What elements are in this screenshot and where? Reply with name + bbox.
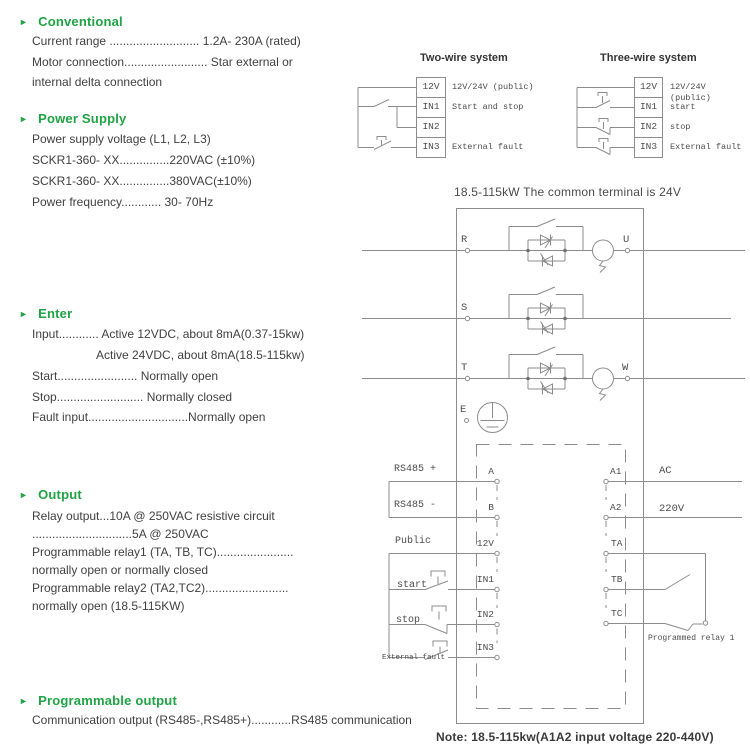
- spec-line: Power frequency............ 30- 70Hz: [32, 195, 214, 209]
- terminal-label: IN3: [476, 642, 494, 653]
- spec-line: Fault input..............................Normally open: [32, 410, 266, 424]
- terminal-w: [625, 376, 629, 380]
- terminal-label: IN2: [476, 609, 494, 620]
- tc-relay-contact: [608, 624, 703, 631]
- spec-line: normally open (18.5-115KW): [32, 599, 185, 613]
- footnote: Note: 18.5-115kw(A1A2 input voltage 220-440V): [436, 730, 714, 744]
- relay-common-node: [703, 621, 707, 625]
- start-stop-switch: [358, 100, 417, 107]
- spec-line: Current range ........................... 1.2A- 230A (rated): [32, 34, 301, 48]
- section-title: Enter: [38, 306, 73, 321]
- wire-function-label: start: [670, 102, 696, 112]
- terminal-in1: [495, 587, 499, 591]
- two-wire-title: Two-wire system: [420, 52, 508, 64]
- terminal-label: IN2: [422, 121, 440, 132]
- thyristor-icon: [541, 322, 553, 335]
- thyristor-icon: [541, 235, 553, 249]
- phase-r-label: R: [461, 234, 468, 246]
- bullet-arrow-icon: ►: [19, 309, 29, 319]
- wire-function-label: 12V/24V (public): [452, 82, 534, 92]
- thyristor-icon: [541, 303, 553, 317]
- wire-function-label: External fault: [670, 142, 742, 152]
- section-title: Conventional: [38, 14, 123, 29]
- spec-line: ..............................5A @ 250VAC: [32, 527, 209, 541]
- out-w-label: W: [622, 362, 629, 374]
- terminal-label: IN3: [639, 141, 658, 152]
- control-board-outline: [477, 445, 626, 709]
- terminal-u: [625, 248, 629, 252]
- terminal-label: IN1: [422, 101, 440, 112]
- terminal-12v: [495, 551, 499, 555]
- terminal-ta: [604, 551, 608, 555]
- spec-line: Active 24VDC, about 8mA(18.5-115kw): [96, 348, 305, 362]
- spec-line: normally open or normally closed: [32, 563, 209, 577]
- spec-line: Input............ Active 12VDC, about 8mA(0.37-15kw): [32, 327, 305, 341]
- stop-button: [577, 119, 635, 135]
- phase-row-r: [362, 219, 745, 273]
- ct-lead: [600, 261, 606, 273]
- terminal-label: A1: [610, 466, 622, 477]
- terminal-label: TA: [611, 538, 623, 549]
- terminal-label: IN2: [639, 121, 658, 132]
- section-header-enter: [19, 306, 72, 321]
- spec-line: SCKR1-360- XX...............380VAC(±10%): [32, 174, 252, 188]
- terminal-tc: [604, 621, 608, 625]
- rs485-minus-label: RS485 -: [394, 500, 437, 511]
- bullet-arrow-icon: ►: [19, 490, 29, 500]
- terminal-b: [495, 515, 499, 519]
- out-u-label: U: [623, 234, 630, 246]
- common-bus-wire: [358, 88, 417, 148]
- spec-line: Motor connection......................... Star external or: [32, 55, 293, 69]
- terminal-label: B: [488, 502, 494, 513]
- terminal-s: [465, 316, 469, 320]
- bullet-arrow-icon: ►: [19, 114, 29, 124]
- spec-line: Start........................ Normally open: [32, 369, 219, 383]
- terminal-label: A: [488, 466, 494, 477]
- terminal-label: TB: [611, 574, 623, 585]
- terminal-label: IN1: [639, 101, 658, 112]
- thyristor-icon: [541, 363, 553, 377]
- terminal-a1: [604, 479, 608, 483]
- terminal-r: [465, 248, 469, 252]
- fault-button: [577, 139, 635, 155]
- terminal-label: IN1: [476, 574, 494, 585]
- spec-line: SCKR1-360- XX...............220VAC (±10%): [32, 153, 256, 167]
- section-header-power-supply: [19, 111, 126, 126]
- spec-line: Programmable relay2 (TA2,TC2).........................: [32, 581, 289, 595]
- section-header-programmable-output: [19, 693, 177, 708]
- spec-line: Relay output...10A @ 250VAC resistive circuit: [32, 509, 275, 523]
- phase-t-label: T: [461, 362, 468, 374]
- phase-row-t: [362, 347, 745, 401]
- stop-label: stop: [396, 615, 421, 626]
- thyristor-icon: [541, 382, 553, 395]
- earth-terminal: [465, 403, 508, 433]
- section-header-output: [19, 487, 82, 502]
- thyristor-icon: [541, 254, 553, 267]
- spec-line: Communication output (RS485-,RS485+)............RS485 communication: [32, 713, 412, 727]
- current-transformer-icon: [593, 240, 614, 261]
- external-fault-switch: [358, 141, 417, 150]
- section-title: Programmable output: [38, 693, 177, 708]
- current-transformer-icon: [593, 368, 614, 389]
- voltage-label: 220V: [659, 503, 685, 515]
- terminal-label: 12V: [476, 538, 494, 549]
- rs485-plus-label: RS485 +: [394, 464, 437, 475]
- wire-function-label: Start and stop: [452, 102, 524, 112]
- section-title: Power Supply: [38, 111, 127, 126]
- phase-s-label: S: [461, 302, 468, 314]
- bullet-arrow-icon: ►: [19, 17, 29, 27]
- terminal-t: [465, 376, 469, 380]
- terminal-label: 12V: [422, 81, 440, 92]
- terminal-tb: [604, 587, 608, 591]
- terminal-label: IN3: [422, 141, 440, 152]
- terminal-in3: [495, 655, 499, 659]
- start-label: start: [397, 580, 428, 591]
- bullet-arrow-icon: ►: [19, 696, 29, 706]
- main-diagram-heading: 18.5-115kW The common terminal is 24V: [454, 185, 682, 199]
- ct-lead: [600, 389, 606, 401]
- wire-function-label: 12V/24V (public): [670, 82, 711, 103]
- terminal-label: 12V: [639, 81, 658, 92]
- wire-function-label: External fault: [452, 142, 524, 152]
- programmed-relay-label: Programmed relay 1: [648, 634, 735, 643]
- spec-line: Power supply voltage (L1, L2, L3): [32, 132, 211, 146]
- external-fault-label: External fault: [382, 654, 446, 662]
- terminal-a2: [604, 515, 608, 519]
- spec-line: Stop.......................... Normally closed: [32, 390, 233, 404]
- phase-row-s: [362, 287, 731, 335]
- spec-line: Programmable relay1 (TA, TB, TC).......................: [32, 545, 294, 559]
- terminal-label: TC: [611, 608, 623, 619]
- section-header-conventional: [19, 14, 123, 29]
- three-wire-title: Three-wire system: [600, 52, 697, 64]
- start-button: [577, 93, 635, 108]
- earth-label: E: [460, 404, 467, 416]
- terminal-label: A2: [610, 502, 622, 513]
- spec-line: internal delta connection: [32, 75, 163, 89]
- in2-jumper: [397, 107, 417, 128]
- ac-label: AC: [659, 465, 672, 477]
- wire-function-label: stop: [670, 122, 691, 132]
- section-title: Output: [38, 487, 82, 502]
- terminal-in2: [495, 622, 499, 626]
- control-right-wiring: [604, 479, 742, 630]
- public-label: Public: [395, 536, 432, 547]
- ta-wire: [608, 554, 706, 621]
- terminal-a: [495, 479, 499, 483]
